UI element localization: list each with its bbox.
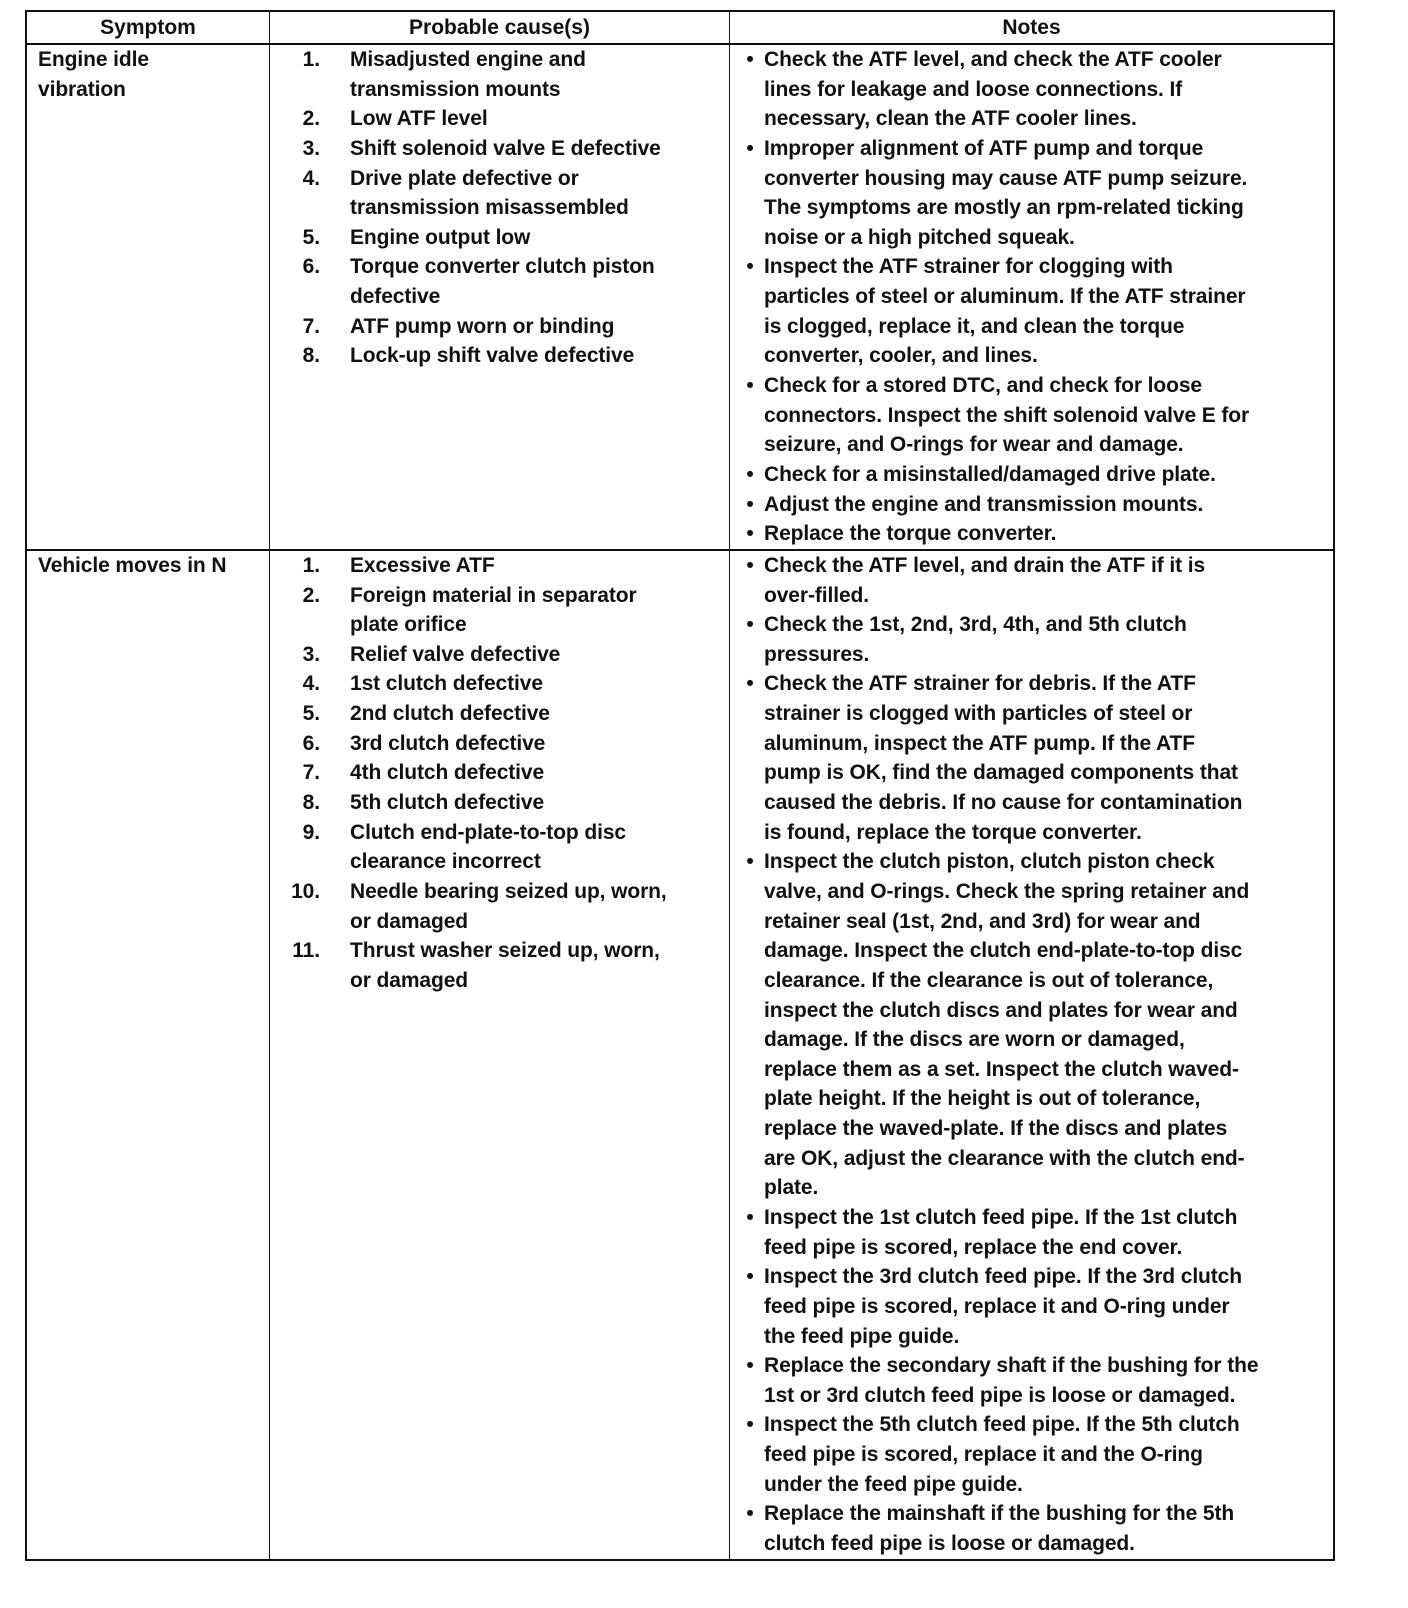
note-line [730, 1055, 1333, 1085]
note-text: clutch feed pipe is loose or damaged. [764, 1532, 1135, 1556]
note-text: Check the ATF level, and drain the ATF if it is [764, 553, 1206, 577]
note-text: damage. If the discs are worn or damaged, [764, 1028, 1185, 1052]
note-line [730, 371, 1333, 401]
note-text: connectors. Inspect the shift solenoid valve E for [764, 403, 1250, 427]
note-line [730, 788, 1333, 818]
note-text: over-filled. [764, 583, 869, 607]
note-text: pressures. [764, 642, 870, 666]
note-line [730, 1114, 1333, 1144]
bullet-icon [730, 312, 764, 342]
bullet-icon [730, 996, 764, 1026]
cause-number [270, 282, 320, 312]
bullet-icon: • [746, 1265, 754, 1289]
note-item [730, 252, 1333, 371]
note-line [730, 1322, 1333, 1352]
note-line [730, 252, 1333, 282]
bullet-icon: • [746, 1502, 754, 1526]
table-header [27, 12, 1333, 45]
cause-item [270, 341, 729, 371]
cause-number: 8. [302, 791, 320, 815]
note-text: caused the debris. If no cause for contamination [764, 791, 1243, 815]
bullet-icon: • [746, 374, 754, 398]
bullet-icon [730, 877, 764, 907]
note-line [730, 640, 1333, 670]
header-probable-causes: Probable cause(s) [270, 12, 730, 43]
note-text: noise or a high pitched squeak. [764, 225, 1075, 249]
cause-item [270, 729, 729, 759]
bullet-icon [730, 1084, 764, 1114]
note-line [730, 1233, 1333, 1263]
table-row [27, 551, 1333, 1559]
cause-text: Engine output low [350, 225, 531, 249]
note-text: strainer is clogged with particles of steel or [764, 702, 1193, 726]
cause-text: plate orifice [350, 613, 467, 637]
cause-line [270, 551, 729, 581]
cause-number [270, 610, 320, 640]
note-text: Adjust the engine and transmission mounts. [764, 492, 1204, 516]
cause-text: Low ATF level [350, 107, 488, 131]
note-text: Inspect the ATF strainer for clogging with [764, 255, 1173, 279]
bullet-icon [730, 282, 764, 312]
cause-number: 4. [302, 166, 320, 190]
bullet-icon [730, 936, 764, 966]
cause-item [270, 669, 729, 699]
note-item [730, 847, 1333, 1203]
cause-item [270, 699, 729, 729]
cause-line [270, 758, 729, 788]
note-text: is found, replace the torque converter. [764, 820, 1142, 844]
bullet-icon [730, 401, 764, 431]
cause-text: Thrust washer seized up, worn, [350, 939, 660, 963]
note-line [730, 1410, 1333, 1440]
cause-item [270, 877, 729, 936]
cause-line [270, 312, 729, 342]
note-line [730, 1351, 1333, 1381]
cause-item [270, 788, 729, 818]
cause-text: Torque converter clutch piston [350, 255, 655, 279]
cause-text: 5th clutch defective [350, 791, 545, 815]
note-item [730, 551, 1333, 610]
table-body [27, 45, 1333, 1559]
note-line [730, 45, 1333, 75]
note-line [730, 282, 1333, 312]
cause-text: Excessive ATF [350, 553, 495, 577]
cause-text: 4th clutch defective [350, 761, 545, 785]
cause-number: 2. [302, 107, 320, 131]
table-row [27, 45, 1333, 551]
note-line [730, 1025, 1333, 1055]
note-item [730, 1351, 1333, 1410]
cause-text: Misadjusted engine and [350, 48, 586, 71]
note-text: are OK, adjust the clearance with the clutch end- [764, 1146, 1245, 1170]
note-line [730, 134, 1333, 164]
cause-number: 7. [302, 314, 320, 338]
bullet-icon [730, 1440, 764, 1470]
note-line [730, 1203, 1333, 1233]
cause-item [270, 252, 729, 311]
bullet-icon [730, 430, 764, 460]
note-item [730, 610, 1333, 669]
bullet-icon: • [746, 553, 754, 577]
bullet-icon: • [746, 850, 754, 874]
note-line [730, 758, 1333, 788]
note-item [730, 134, 1333, 253]
bullet-icon: • [746, 522, 754, 546]
note-text: necessary, clean the ATF cooler lines. [764, 107, 1137, 131]
cause-text: Clutch end-plate-to-top disc [350, 820, 627, 844]
note-line [730, 907, 1333, 937]
bullet-icon: • [746, 492, 754, 516]
cause-number [270, 966, 320, 996]
cause-line [270, 936, 729, 966]
cause-item [270, 581, 729, 640]
note-item [730, 1203, 1333, 1262]
bullet-icon [730, 907, 764, 937]
bullet-icon [730, 1529, 764, 1559]
note-text: seizure, and O-rings for wear and damage. [764, 433, 1184, 457]
note-text: the feed pipe guide. [764, 1324, 960, 1348]
cause-number: 9. [302, 820, 320, 844]
note-text: Inspect the 5th clutch feed pipe. If the 5th clutch [764, 1413, 1240, 1437]
note-line [730, 104, 1333, 134]
note-text: is clogged, replace it, and clean the torque [764, 314, 1185, 338]
bullet-icon [730, 223, 764, 253]
note-text: feed pipe is scored, replace it and O-ring under [764, 1294, 1230, 1318]
cause-number: 11. [292, 939, 320, 963]
symptom-text: vibration [38, 77, 126, 101]
note-text: inspect the clutch discs and plates for wear and [764, 998, 1238, 1022]
bullet-icon [730, 1292, 764, 1322]
note-line [730, 430, 1333, 460]
note-text: Inspect the clutch piston, clutch piston check [764, 850, 1215, 874]
cause-item [270, 551, 729, 581]
cause-text: 2nd clutch defective [350, 702, 550, 726]
notes-cell [730, 551, 1333, 1559]
cause-line [270, 669, 729, 699]
cause-number: 5. [302, 225, 320, 249]
cause-number: 4. [302, 672, 320, 696]
note-text: Replace the secondary shaft if the bushing for the [764, 1354, 1259, 1378]
cause-item [270, 818, 729, 877]
notes-cell [730, 45, 1333, 549]
bullet-icon: • [746, 1354, 754, 1378]
cause-line [270, 45, 729, 75]
bullet-icon [730, 581, 764, 611]
bullet-icon [730, 75, 764, 105]
note-text: Replace the torque converter. [764, 522, 1057, 546]
bullet-icon: • [746, 136, 754, 160]
note-item [730, 519, 1333, 549]
cause-number [270, 193, 320, 223]
note-text: Check the ATF strainer for debris. If the ATF [764, 672, 1196, 696]
note-text: aluminum, inspect the ATF pump. If the ATF [764, 731, 1195, 755]
note-text: converter, cooler, and lines. [764, 344, 1038, 368]
cause-text: ATF pump worn or binding [350, 314, 615, 338]
bullet-icon [730, 1025, 764, 1055]
cause-item [270, 104, 729, 134]
note-line [730, 312, 1333, 342]
note-text: replace them as a set. Inspect the clutch waved- [764, 1057, 1239, 1081]
note-text: plate. [764, 1176, 819, 1200]
bullet-icon: • [746, 255, 754, 279]
note-text: valve, and O-rings. Check the spring retainer and [764, 879, 1250, 903]
bullet-icon [730, 164, 764, 194]
note-line [730, 551, 1333, 581]
cause-line [270, 640, 729, 670]
cause-number: 1. [302, 553, 320, 577]
note-line [730, 164, 1333, 194]
cause-text: defective [350, 285, 441, 309]
note-line [730, 1144, 1333, 1174]
note-line [730, 818, 1333, 848]
cause-item [270, 640, 729, 670]
note-line [730, 1529, 1333, 1559]
cause-line [270, 581, 729, 611]
cause-line [270, 164, 729, 194]
cause-text: or damaged [350, 968, 469, 992]
bullet-icon: • [746, 1413, 754, 1437]
note-text: Check the 1st, 2nd, 3rd, 4th, and 5th clutch [764, 613, 1187, 637]
cause-number [270, 847, 320, 877]
cause-item [270, 758, 729, 788]
cause-text: Drive plate defective or [350, 166, 579, 190]
cause-text: 3rd clutch defective [350, 731, 546, 755]
note-text: particles of steel or aluminum. If the ATF strainer [764, 285, 1246, 309]
bullet-icon [730, 1470, 764, 1500]
note-line [730, 610, 1333, 640]
note-text: lines for leakage and loose connections. If [764, 77, 1183, 101]
bullet-icon [730, 1144, 764, 1174]
note-line [730, 581, 1333, 611]
bullet-icon: • [746, 613, 754, 637]
note-line [730, 1084, 1333, 1114]
cause-line [270, 788, 729, 818]
symptom-text: Vehicle moves in N [38, 553, 227, 577]
note-line [730, 936, 1333, 966]
bullet-icon [730, 104, 764, 134]
note-text: 1st or 3rd clutch feed pipe is loose or damaged. [764, 1383, 1236, 1407]
note-item [730, 371, 1333, 460]
cause-text: or damaged [350, 909, 469, 933]
note-text: retainer seal (1st, 2nd, and 3rd) for wear and [764, 909, 1201, 933]
note-line [730, 460, 1333, 490]
note-line [730, 1292, 1333, 1322]
bullet-icon [730, 1322, 764, 1352]
cause-line [270, 134, 729, 164]
troubleshooting-table [25, 10, 1335, 1561]
note-item [730, 1410, 1333, 1499]
note-text: pump is OK, find the damaged components that [764, 761, 1238, 785]
header-notes: Notes [1002, 16, 1061, 39]
note-line [730, 193, 1333, 223]
note-line [730, 729, 1333, 759]
cause-text: 1st clutch defective [350, 672, 543, 696]
note-line [730, 669, 1333, 699]
cause-text: clearance incorrect [350, 850, 541, 874]
cause-text: Relief valve defective [350, 642, 561, 666]
bullet-icon: • [746, 672, 754, 696]
note-line [730, 519, 1333, 549]
cause-item [270, 223, 729, 253]
note-line [730, 996, 1333, 1026]
note-text: Check for a stored DTC, and check for loose [764, 374, 1202, 398]
note-line [730, 1499, 1333, 1529]
note-item [730, 490, 1333, 520]
bullet-icon [730, 1173, 764, 1203]
cause-number [270, 907, 320, 937]
bullet-icon: • [746, 462, 754, 486]
cause-number: 6. [302, 255, 320, 279]
cause-text: Needle bearing seized up, worn, [350, 879, 667, 903]
note-line [730, 966, 1333, 996]
note-text: clearance. If the clearance is out of tolerance, [764, 968, 1214, 992]
note-text: The symptoms are mostly an rpm-related ticking [764, 196, 1244, 220]
cause-line [270, 699, 729, 729]
bullet-icon [730, 1114, 764, 1144]
note-text: Check for a misinstalled/damaged drive plate. [764, 462, 1216, 486]
bullet-icon [730, 758, 764, 788]
cause-number: 3. [302, 642, 320, 666]
bullet-icon [730, 818, 764, 848]
cause-item [270, 164, 729, 223]
cause-number: 7. [302, 761, 320, 785]
cause-text: Lock-up shift valve defective [350, 344, 635, 368]
bullet-icon [730, 729, 764, 759]
note-item [730, 1499, 1333, 1558]
bullet-icon: • [746, 1205, 754, 1229]
symptom-text: Engine idle [38, 48, 149, 71]
note-text: replace the waved-plate. If the discs and plates [764, 1117, 1228, 1141]
cause-text: Shift solenoid valve E defective [350, 136, 661, 160]
cause-line [270, 818, 729, 848]
cause-line [270, 877, 729, 907]
note-text: Improper alignment of ATF pump and torque [764, 136, 1204, 160]
cause-line [270, 610, 729, 640]
bullet-icon [730, 1233, 764, 1263]
note-text: Replace the mainshaft if the bushing for the 5th [764, 1502, 1235, 1526]
note-line [730, 490, 1333, 520]
note-text: Inspect the 3rd clutch feed pipe. If the 3rd clutch [764, 1265, 1242, 1289]
cause-line [270, 223, 729, 253]
note-line [730, 877, 1333, 907]
cause-number: 3. [302, 136, 320, 160]
cause-line [270, 193, 729, 223]
cause-item [270, 936, 729, 995]
cause-line [270, 104, 729, 134]
cause-text: Foreign material in separator [350, 583, 637, 607]
cause-number: 1. [302, 48, 320, 71]
cause-number: 2. [302, 583, 320, 607]
cause-item [270, 312, 729, 342]
cause-number: 6. [302, 731, 320, 755]
cause-line [270, 729, 729, 759]
cause-number: 10. [291, 879, 320, 903]
note-text: feed pipe is scored, replace it and the O-ring [764, 1443, 1203, 1467]
cause-line [270, 847, 729, 877]
header-symptom: Symptom [27, 12, 270, 43]
note-text: Check the ATF level, and check the ATF cooler [764, 48, 1222, 71]
cause-number [270, 75, 320, 105]
bullet-icon [730, 341, 764, 371]
bullet-icon [730, 1055, 764, 1085]
bullet-icon [730, 1381, 764, 1411]
note-line [730, 1470, 1333, 1500]
note-text: feed pipe is scored, replace the end cover. [764, 1235, 1183, 1259]
bullet-icon [730, 640, 764, 670]
note-text: Inspect the 1st clutch feed pipe. If the 1st clutch [764, 1205, 1238, 1229]
note-item [730, 45, 1333, 134]
note-line [730, 1173, 1333, 1203]
cause-cell [270, 45, 730, 549]
note-item [730, 669, 1333, 847]
bullet-icon [730, 699, 764, 729]
bullet-icon [730, 193, 764, 223]
cause-line [270, 907, 729, 937]
bullet-icon [730, 788, 764, 818]
cause-line [270, 966, 729, 996]
note-line [730, 75, 1333, 105]
note-line [730, 1381, 1333, 1411]
cause-line [270, 282, 729, 312]
note-line [730, 223, 1333, 253]
note-text: converter housing may cause ATF pump seizure. [764, 166, 1248, 190]
bullet-icon: • [746, 48, 754, 71]
cause-text: transmission mounts [350, 77, 561, 101]
note-line [730, 1440, 1333, 1470]
cause-item [270, 134, 729, 164]
note-text: under the feed pipe guide. [764, 1472, 1023, 1496]
note-item [730, 460, 1333, 490]
note-line [730, 699, 1333, 729]
cause-number: 8. [302, 344, 320, 368]
note-line [730, 401, 1333, 431]
cause-line [270, 75, 729, 105]
note-item [730, 1262, 1333, 1351]
note-line [730, 1262, 1333, 1292]
cause-line [270, 341, 729, 371]
note-line [730, 341, 1333, 371]
cause-cell [270, 551, 730, 1559]
cause-item [270, 45, 729, 104]
symptom-cell [27, 45, 270, 549]
symptom-cell [27, 551, 270, 1559]
cause-number: 5. [302, 702, 320, 726]
cause-text: transmission misassembled [350, 196, 629, 220]
note-text: damage. Inspect the clutch end-plate-to-top disc [764, 939, 1243, 963]
bullet-icon [730, 966, 764, 996]
note-text: plate height. If the height is out of tolerance, [764, 1087, 1201, 1111]
note-line [730, 847, 1333, 877]
cause-line [270, 252, 729, 282]
